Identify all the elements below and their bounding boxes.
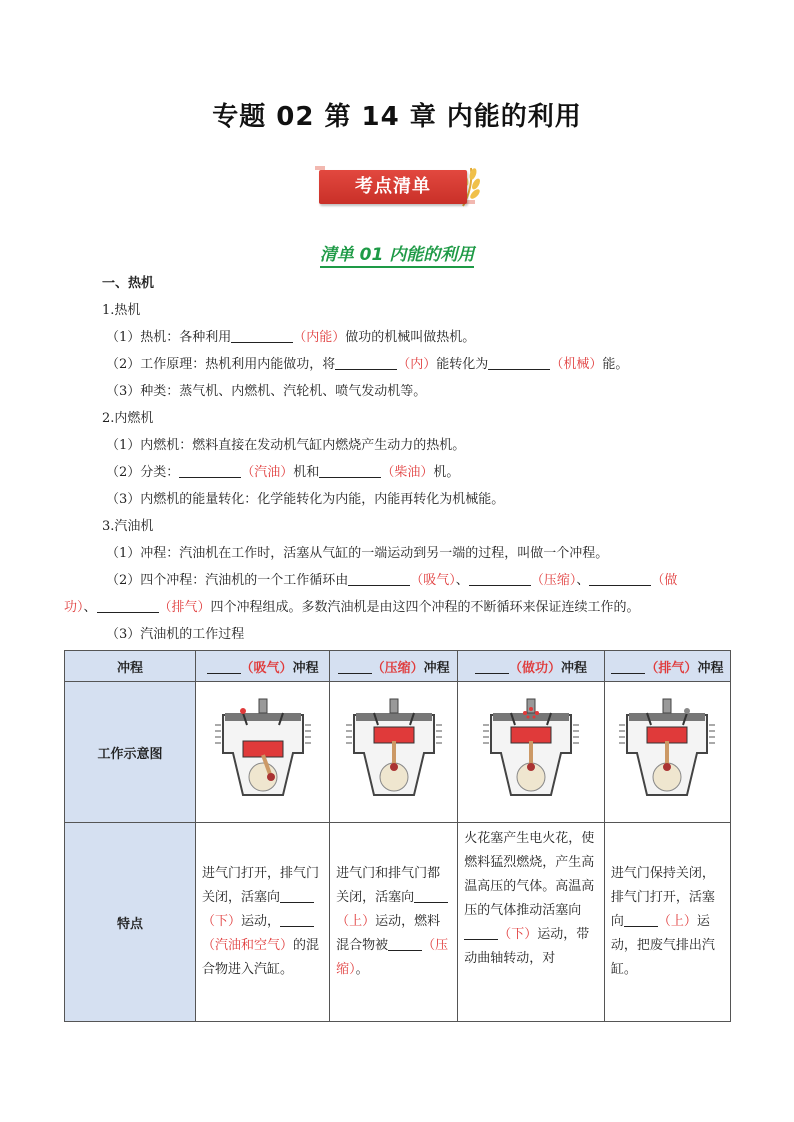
exhaust-engine-icon <box>617 695 717 805</box>
power-engine-icon <box>481 695 581 805</box>
banner <box>313 160 483 212</box>
subheading-2: 2.内燃机 <box>102 411 154 426</box>
answer-text: （压缩） <box>530 573 577 588</box>
feature-exhaust: 进气门保持关闭，排气门打开，活塞向 （上）运动，把废气排出汽缸。 <box>604 823 730 1022</box>
answer-text: （做 <box>651 573 678 588</box>
section-heading <box>0 240 794 265</box>
diagram-cell <box>330 682 458 823</box>
line-2-1: （1）内燃机：燃料直接在发动机气缸内燃烧产生动力的热机。 <box>106 438 466 453</box>
content-body <box>64 270 732 648</box>
answer-text: （柴油） <box>381 465 434 480</box>
line-2-3: （3）内燃机的能量转化：化学能转化为内能，内能再转化为机械能。 <box>106 492 505 507</box>
line-1-3: （3）种类：蒸气机、内燃机、汽轮机、喷气发动机等。 <box>106 384 427 399</box>
answer-blank <box>469 571 531 586</box>
feature-intake: 进气门打开，排气门关闭，活塞向（下）运动，（汽油和空气）的混合物进入汽缸。 <box>196 823 330 1022</box>
answer-blank <box>488 355 550 370</box>
answer-text: （内能） <box>293 330 346 345</box>
answer-blank <box>97 598 159 613</box>
table-row-diagram <box>65 682 731 823</box>
row-label-features: 特点 <box>65 823 196 1022</box>
line-1-1: （1）热机：各种利用 （内能）做功的机械叫做热机。 <box>106 330 476 345</box>
answer-blank <box>589 571 651 586</box>
answer-text: （排气） <box>158 600 211 615</box>
compression-engine-icon <box>344 695 444 805</box>
subheading-3: 3.汽油机 <box>102 519 154 534</box>
line-3-2a: （2）四个冲程：汽油机的一个工作循环由 （吸气）、 （压缩）、 （做 <box>106 573 678 588</box>
feature-compression: 进气门和排气门都关闭，活塞向（上）运动，燃料混合物被 （压缩）。 <box>330 823 458 1022</box>
diagram-cell <box>196 682 330 823</box>
header-compression: （压缩）冲程 <box>330 651 458 682</box>
answer-text: 功） <box>64 600 84 615</box>
table-header-row <box>65 651 731 682</box>
page-title: 专题 02 第 14 章 内能的利用 <box>212 102 582 132</box>
diagram-cell <box>458 682 605 823</box>
subheading-1: 1.热机 <box>102 303 141 318</box>
answer-text: （汽油） <box>241 465 294 480</box>
section-heading-text: 清单 01 内能的利用 <box>320 245 475 268</box>
header-stroke: 冲程 <box>65 651 196 682</box>
intake-engine-icon <box>213 695 313 805</box>
stroke-table <box>64 650 731 1022</box>
table-row-features <box>65 823 731 1022</box>
line-3-3: （3）汽油机的工作过程 <box>106 627 245 642</box>
header-intake: （吸气）冲程 <box>196 651 330 682</box>
answer-text: （内） <box>397 357 437 372</box>
line-2-2: （2）分类： （汽油）机和 （柴油）机。 <box>106 465 460 480</box>
heading-heat-engine: 一、热机 <box>102 276 155 291</box>
feature-power: 火花塞产生电火花，使燃料猛烈燃烧，产生高温高压的气体。高温高压的气体推动活塞向（下）运动，带动曲轴转动，对 <box>458 823 605 1022</box>
diagram-cell <box>604 682 730 823</box>
answer-blank <box>179 463 241 478</box>
line-3-2b: 功）、 （排气）四个冲程组成。多数汽油机是由这四个冲程的不断循环来保证连续工作的。 <box>64 600 640 615</box>
line-3-1: （1）冲程：汽油机在工作时，活塞从气缸的一端运动到另一端的过程，叫做一个冲程。 <box>106 546 609 561</box>
row-label-diagram: 工作示意图 <box>65 682 196 823</box>
answer-blank <box>319 463 381 478</box>
line-1-2: （2）工作原理：热机利用内能做功，将 （内）能转化为 （机械）能。 <box>106 357 629 372</box>
header-exhaust: （排气）冲程 <box>604 651 730 682</box>
banner-text: 考点清单 <box>355 176 431 197</box>
answer-blank <box>335 355 397 370</box>
header-power: （做功）冲程 <box>458 651 605 682</box>
answer-blank <box>231 328 293 343</box>
answer-text: （吸气） <box>410 573 456 588</box>
answer-blank <box>348 571 410 586</box>
answer-text: （机械） <box>550 357 603 372</box>
banner-box <box>319 170 467 204</box>
